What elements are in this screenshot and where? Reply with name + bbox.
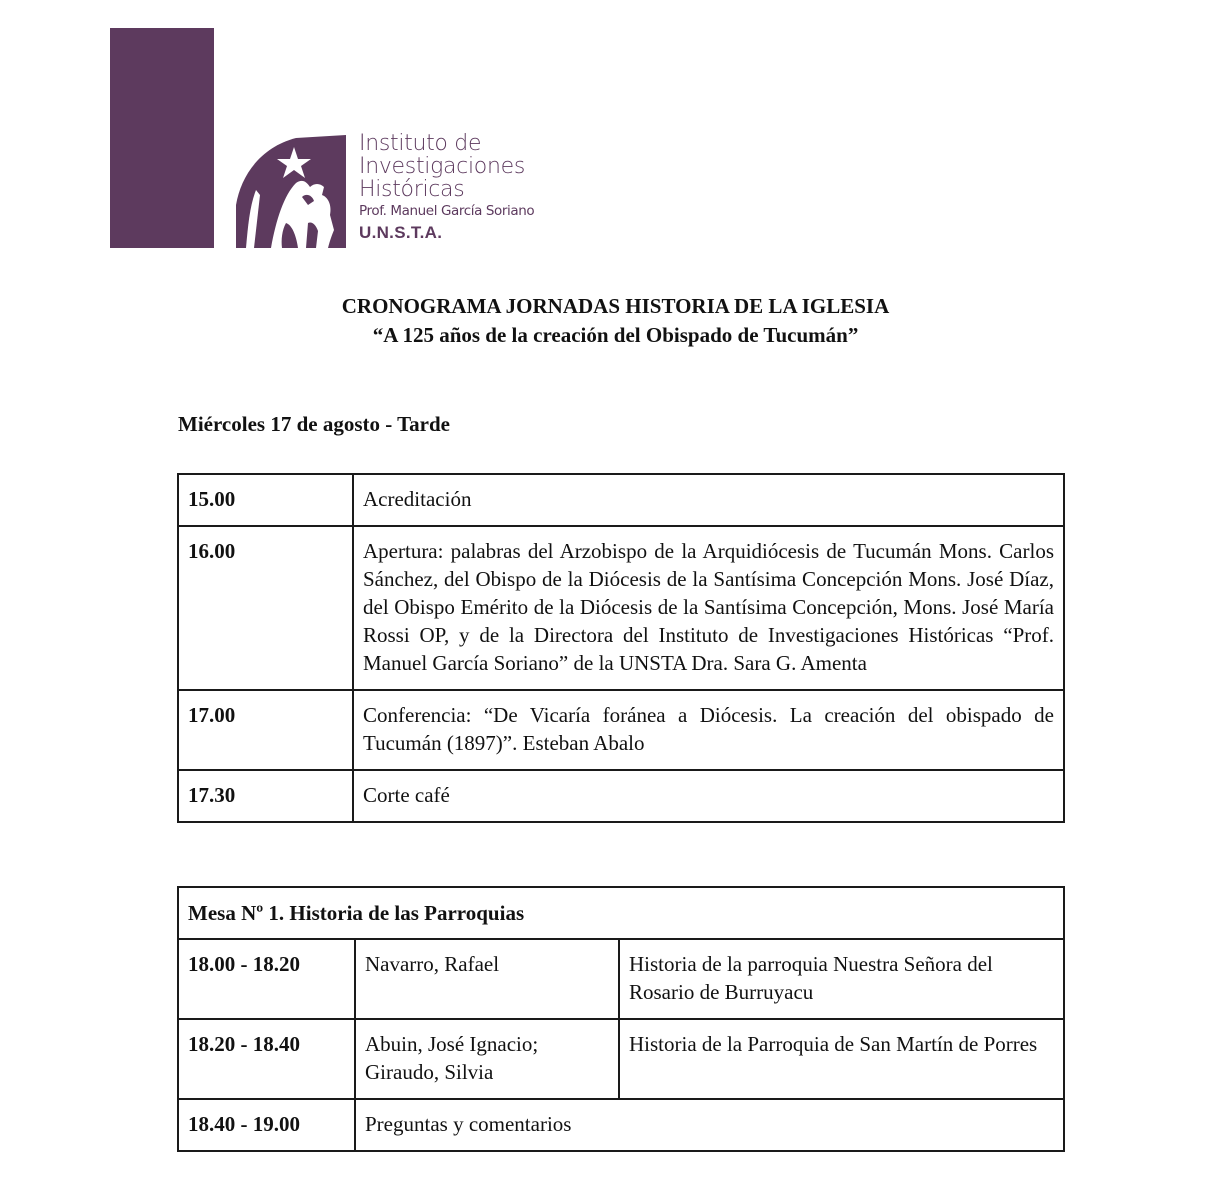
logo-line-3: Históricas bbox=[359, 177, 465, 202]
row-activity: Conferencia: “De Vicaría foránea a Diócesis. La creación del obispado de Tucumán (1897)”. Esteban Abalo bbox=[353, 690, 1064, 770]
row-activity: Apertura: palabras del Arzobispo de la Arquidiócesis de Tucumán Mons. Carlos Sánchez, del Obispo de la Diócesis de la Santísima Concepción Mons. José Díaz, del Obispo Emérito de la Diócesis de la Santísima Concepción, Mons. José María Rossi OP, y de la Directora del Instituto de Investigaciones Históricas “Prof. Manuel García Soriano” de la UNSTA Dra. Sara G. Amenta bbox=[353, 526, 1064, 690]
institute-logo-text bbox=[359, 132, 534, 244]
row-time: 15.00 bbox=[178, 474, 353, 526]
table-row bbox=[178, 939, 1064, 1019]
logo-line-2: Investigaciones bbox=[359, 154, 525, 179]
logo-acronym: U.N.S.T.A. bbox=[359, 223, 443, 242]
day-heading: Miércoles 17 de agosto - Tarde bbox=[178, 412, 450, 436]
table-row bbox=[178, 1099, 1064, 1151]
talk-topic: Historia de la parroquia Nuestra Señora del Rosario de Burruyacu bbox=[619, 939, 1064, 1019]
panel-header-row bbox=[178, 887, 1064, 939]
talk-time: 18.00 - 18.20 bbox=[178, 939, 355, 1019]
row-time: 16.00 bbox=[178, 526, 353, 690]
logo-subtitle: Prof. Manuel García Soriano bbox=[359, 203, 535, 219]
row-time: 17.30 bbox=[178, 770, 353, 822]
table-row bbox=[178, 1019, 1064, 1099]
schedule-table bbox=[177, 473, 1065, 823]
table-row bbox=[178, 526, 1064, 690]
talk-topic: Historia de la Parroquia de San Martín de Porres bbox=[619, 1019, 1064, 1099]
table-row bbox=[178, 474, 1064, 526]
closing-time: 18.40 - 19.00 bbox=[178, 1099, 355, 1151]
panel-title: Mesa Nº 1. Historia de las Parroquias bbox=[178, 887, 1064, 939]
document-title bbox=[0, 292, 1231, 350]
institute-logo-icon bbox=[236, 135, 346, 248]
closing-activity: Preguntas y comentarios bbox=[355, 1099, 1064, 1151]
page-title: CRONOGRAMA JORNADAS HISTORIA DE LA IGLESIA bbox=[341, 294, 890, 318]
page-subtitle: “A 125 años de la creación del Obispado de Tucumán” bbox=[372, 323, 859, 347]
table-row bbox=[178, 770, 1064, 822]
row-time: 17.00 bbox=[178, 690, 353, 770]
logo-line-1: Instituto de bbox=[359, 131, 482, 156]
talk-speaker: Abuin, José Ignacio; Giraudo, Silvia bbox=[355, 1019, 619, 1099]
row-activity: Corte café bbox=[353, 770, 1064, 822]
table-row bbox=[178, 690, 1064, 770]
logo-color-bar bbox=[110, 28, 214, 248]
panel-table bbox=[177, 886, 1065, 1152]
talk-speaker: Navarro, Rafael bbox=[355, 939, 619, 1019]
row-activity: Acreditación bbox=[353, 474, 1064, 526]
talk-time: 18.20 - 18.40 bbox=[178, 1019, 355, 1099]
